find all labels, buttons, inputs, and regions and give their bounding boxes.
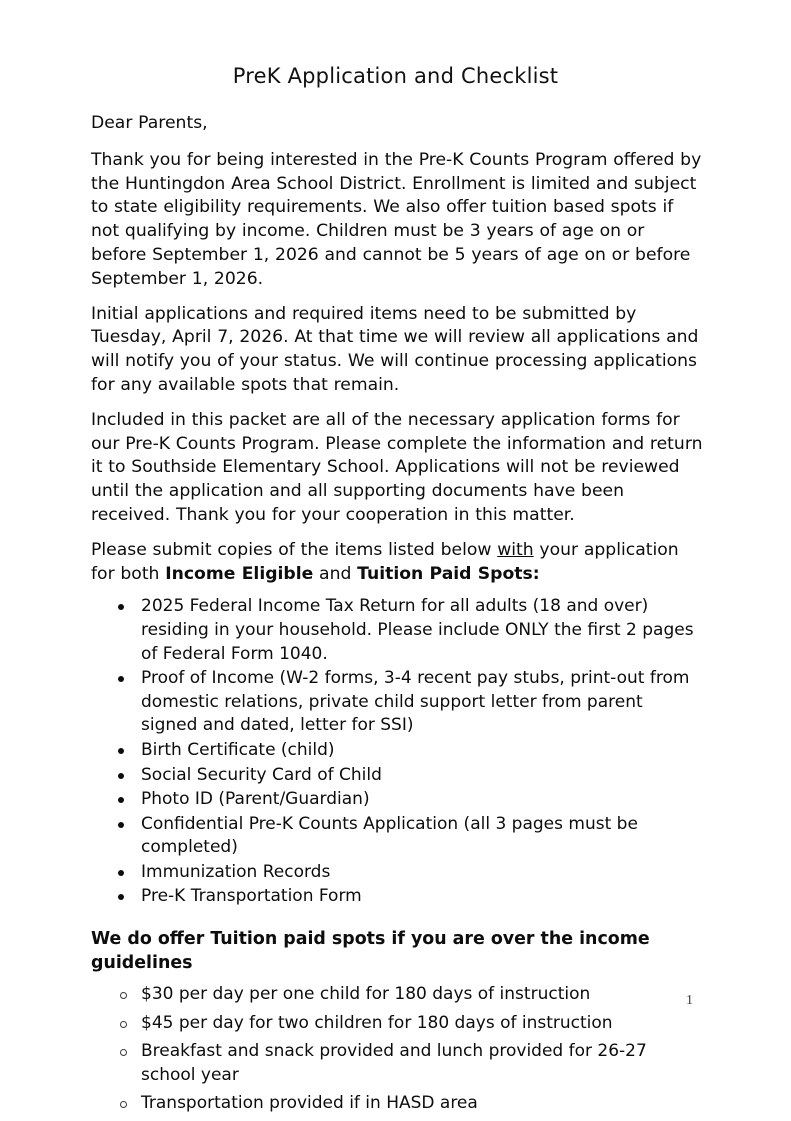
tuition-details-list (91, 983, 703, 1116)
list-item: $45 per day for two children for 180 days of instruction (91, 1012, 703, 1036)
submit-instruction-income-eligible: Income Eligible (165, 563, 314, 584)
tuition-section-heading: We do offer Tuition paid spots if you are over the income guidelines (91, 929, 650, 974)
list-item: Pre-K Transportation Form (91, 885, 703, 909)
list-item: Confidential Pre-K Counts Application (all 3 pages must be completed) (91, 813, 703, 860)
submit-instruction (91, 539, 703, 587)
submit-instruction-lead: Please submit copies of the items listed below (91, 539, 498, 560)
list-item: Birth Certificate (child) (91, 739, 703, 763)
document-body (91, 112, 703, 1121)
salutation: Dear Parents, (91, 113, 208, 133)
submit-instruction-conjunction: and (313, 563, 358, 584)
list-item: Transportation provided if in HASD area (91, 1092, 703, 1116)
submit-instruction-underlined: with (497, 539, 534, 560)
page-title: PreK Application and Checklist (232, 64, 559, 88)
page-number: 1 (686, 993, 693, 1008)
list-item: 2025 Federal Income Tax Return for all adults (18 and over) residing in your household. Please include ONLY the first 2 pages of Federal Form 1040. (91, 595, 703, 666)
list-item: Immunization Records (91, 861, 703, 885)
list-item: Photo ID (Parent/Guardian) (91, 788, 703, 812)
submit-instruction-tuition-paid-spots: Tuition Paid Spots: (357, 563, 540, 584)
list-item: Social Security Card of Child (91, 764, 703, 788)
paragraph-program-intro: Thank you for being interested in the Pre-K Counts Program offered by the Huntingdon Area School District. Enrollment is limited and subject to state eligibility requirements. We also offer tuition based spots if not qualifying by income. Children must be 3 years of age on or before September 1, 2026 and cannot be 5 years of age on or before September 1, 2026. (91, 149, 702, 289)
submit-instruction-middle: your application for both (91, 539, 679, 584)
list-item: $30 per day per one child for 180 days of instruction (91, 983, 703, 1007)
list-item: Breakfast and snack provided and lunch provided for 26-27 school year (91, 1040, 703, 1087)
checklist (91, 595, 703, 909)
list-item: Proof of Income (W-2 forms, 3-4 recent pay stubs, print-out from domestic relations, private child support letter from parent signed and dated, letter for SSI) (91, 667, 703, 738)
paragraph-packet-return: Included in this packet are all of the necessary application forms for our Pre-K Counts Program. Please complete the information and return it to Southside Elementary School. Applications will not be reviewed until the application and all supporting documents have been received. Thank you for your cooperation in this matter. (91, 409, 703, 525)
paragraph-deadline: Initial applications and required items need to be submitted by Tuesday, April 7, 2026. At that time we will review all applications and will notify you of your status. We will continue processing applications for any available spots that remain. (91, 303, 699, 395)
